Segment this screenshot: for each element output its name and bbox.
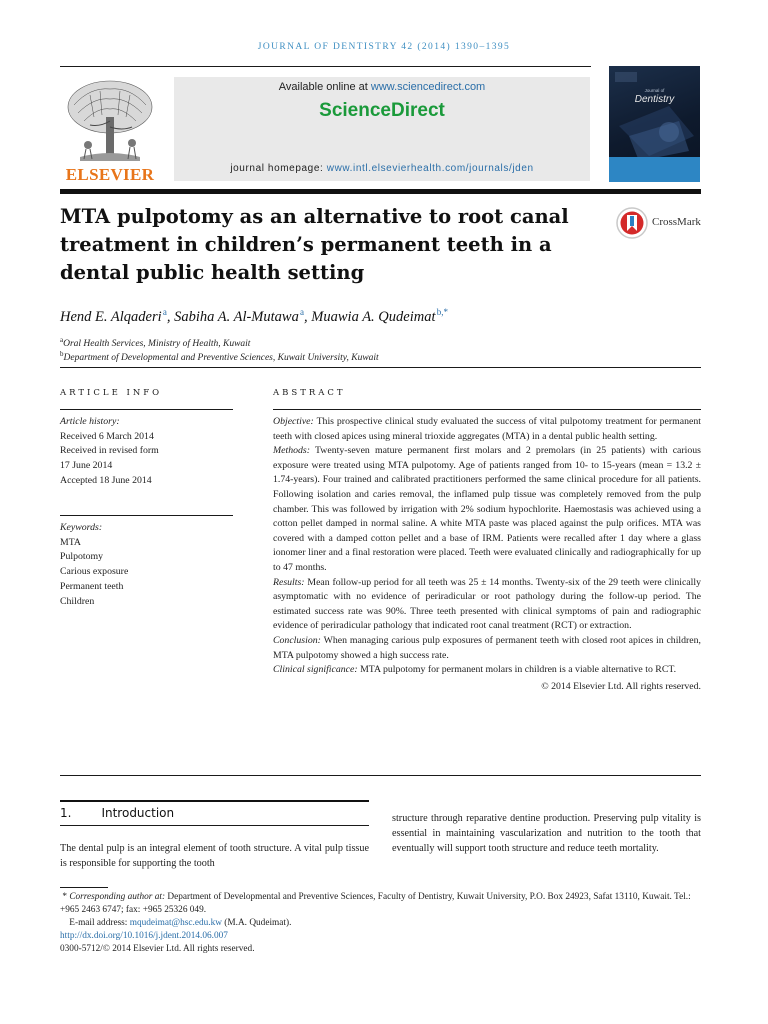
history-item: Received in revised form — [60, 445, 159, 457]
keyword: Pulpotomy — [60, 551, 104, 563]
corresponding-author-footnote — [60, 891, 702, 918]
abstract-copyright: © 2014 Elsevier Ltd. All rights reserved. — [541, 680, 701, 692]
intro-heading-rule — [60, 800, 369, 802]
available-online-line — [174, 81, 590, 93]
corresponding-label: Corresponding author at: — [69, 892, 166, 902]
author-name: Hend E. Alqaderi — [60, 308, 162, 325]
objective-label: Objective: — [273, 416, 314, 427]
elsevier-tree-logo — [60, 77, 160, 163]
cover-blue-band — [609, 157, 700, 182]
keyword: MTA — [60, 536, 81, 548]
email-footnote — [60, 917, 702, 930]
history-item: 17 June 2014 — [60, 460, 113, 472]
keywords-block — [60, 521, 235, 609]
journal-homepage-line — [174, 163, 590, 174]
objective-text: This prospective clinical study evaluated the success of vital pulpotomy treatment for permanent teeth with closed apices using mineral trioxide aggregates (MTA) in a dental public health setting. — [273, 416, 701, 442]
header-top-rule — [60, 66, 591, 67]
article-info-rule — [60, 409, 233, 410]
cover-journal-of: Journal of — [644, 88, 665, 93]
significance-text: MTA pulpotomy for permanent molars in children is a viable alternative to RCT. — [360, 664, 677, 676]
abstract-results — [273, 576, 701, 634]
section-rule — [60, 367, 701, 368]
abstract-methods — [273, 444, 701, 575]
author-name: Sabiha A. Al-Mutawa — [174, 308, 299, 325]
keywords-label: Keywords: — [60, 522, 103, 533]
doi-link[interactable]: http://dx.doi.org/10.1016/j.jdent.2014.06.007 — [60, 931, 228, 941]
footnote-rule — [60, 887, 108, 888]
sciencedirect-link[interactable]: www.sciencedirect.com — [370, 81, 486, 93]
history-item: Received 6 March 2014 — [60, 430, 154, 442]
article-info-heading: ARTICLE INFO — [60, 388, 163, 398]
cover-title: Dentistry — [634, 94, 675, 105]
journal-homepage-link[interactable]: www.intl.elsevierhealth.com/journals/jden — [326, 163, 534, 174]
crossmark-icon[interactable] — [616, 207, 648, 239]
email-suffix: (M.A. Qudeimat). — [224, 918, 292, 928]
author-affiliation-mark[interactable]: b,* — [436, 307, 448, 317]
intro-left-column: The dental pulp is an integral element of tooth structure. A vital pulp tissue is responsible for supporting the tooth — [60, 843, 369, 869]
issn-line: 0300-5712/© 2014 Elsevier Ltd. All rights reserved. — [60, 944, 255, 954]
article-history — [60, 415, 235, 489]
corresponding-text: Department of Developmental and Preventive Sciences, Faculty of Dentistry, Kuwait University, P.O. Box 24923, Safat 13110, Kuwait. Tel.: +965 2463 6747; fax: +965 25326 049. — [60, 892, 691, 916]
footnote-mark: * — [62, 892, 67, 902]
affiliation-text: Department of Developmental and Preventive Sciences, Kuwait University, Kuwait — [63, 353, 379, 364]
section-title: Introduction — [101, 806, 175, 820]
affiliation-text: Oral Health Services, Ministry of Health, Kuwait — [63, 339, 251, 350]
abstract-significance — [273, 663, 701, 678]
article-title: MTA pulpotomy as an alternative to root canal treatment in children’s permanent teeth in a dental public health setting — [60, 205, 569, 284]
journal-citation-line: JOURNAL OF DENTISTRY 42 (2014) 1390–1395 — [257, 42, 511, 52]
conclusion-label: Conclusion: — [273, 634, 321, 646]
methods-label: Methods: — [273, 445, 311, 457]
abstract-rule — [273, 409, 701, 410]
author-list: Hend E. Alqaderi $^a$, Sabiha A. Al-Mutawa $^a$, Muawia A. Qudeimat $^{b,*}$ — [60, 307, 448, 325]
keyword: Permanent teeth — [60, 580, 124, 592]
author-name: Muawia A. Qudeimat — [311, 308, 436, 325]
section-rule — [60, 775, 701, 776]
abstract-objective — [273, 415, 701, 444]
affiliation — [60, 350, 379, 363]
conclusion-text: When managing carious pulp exposures of permanent teeth with closed root apices in children, MTA pulpotomy showed a high success rate. — [273, 634, 701, 661]
affiliation — [60, 336, 250, 349]
author-affiliation-mark[interactable]: a — [300, 307, 305, 317]
email-label: E-mail address: — [69, 918, 128, 928]
affiliation-mark: b — [60, 350, 64, 358]
history-label: Article history: — [60, 416, 120, 427]
available-prefix: Available online at — [278, 81, 371, 93]
introduction-heading — [60, 806, 174, 820]
keyword: Children — [60, 595, 95, 607]
results-text: Mean follow-up period for all teeth was 25 ± 14 months. Twenty-six of the 29 teeth were clinically asymptomatic with no evidence of periradicular or root pathology during the follow-up period. The estimated success rate was 90%. Three teeth presented with clinical symptoms of pain and radiographic evidence of periradicular pathology that indicated root canal treatment (RCT) or extraction. — [273, 576, 701, 632]
publisher-name: ELSEVIER — [65, 165, 155, 184]
intro-heading-underline — [60, 825, 369, 826]
methods-text: Twenty-seven mature permanent first molars and 2 premolars (in 25 patients) with carious exposure were treated using MTA pulpotomy. Age of patients ranged from 10- to 15-years (mean = 13.2 ± 1.74-years). Four trained and calibrated practitioners performed the same clinical procedure for all patients. Following isolation and caries removal, the inflamed pulp tissue was completely removed from the pulp chamber. This was followed by irrigation with 2% sodium hypochlorite. Haemostasis was achieved using a cotton pellet damped in normal saline. A white MTA paste was placed against the pulp orifices. MTA was covered with a damped cotton pellet and a base of IRM. Patients were recalled after 1 day where a glass ionomer liner and a final restoration were placed. Teeth were evaluated clinically and radiographically for up to 47 months. — [273, 445, 701, 573]
sciencedirect-logo: ScienceDirect — [319, 100, 445, 121]
homepage-prefix: journal homepage: — [230, 163, 327, 174]
doi-line — [60, 930, 702, 943]
results-label: Results: — [273, 576, 305, 588]
significance-label: Clinical significance: — [273, 664, 358, 676]
history-item: Accepted 18 June 2014 — [60, 474, 152, 486]
author-affiliation-mark[interactable]: a — [162, 307, 167, 317]
section-number: 1. — [60, 806, 72, 820]
abstract-body — [273, 415, 701, 694]
crossmark-label[interactable]: CrossMark — [652, 216, 701, 228]
keyword: Carious exposure — [60, 566, 129, 578]
abstract-heading: ABSTRACT — [273, 388, 346, 398]
email-link[interactable]: mqudeimat@hsc.edu.kw — [129, 918, 222, 928]
intro-right-column: structure through reparative dentine production. Preserving pulp vitality is essential in maintaining vascularization and nutrition to the tooth that eventually will support tooth structure and reduce teeth mortality. — [392, 813, 701, 854]
abstract-conclusion — [273, 634, 701, 663]
keywords-rule — [60, 515, 233, 516]
header-bottom-rule — [60, 189, 701, 194]
affiliation-mark: a — [60, 336, 64, 344]
